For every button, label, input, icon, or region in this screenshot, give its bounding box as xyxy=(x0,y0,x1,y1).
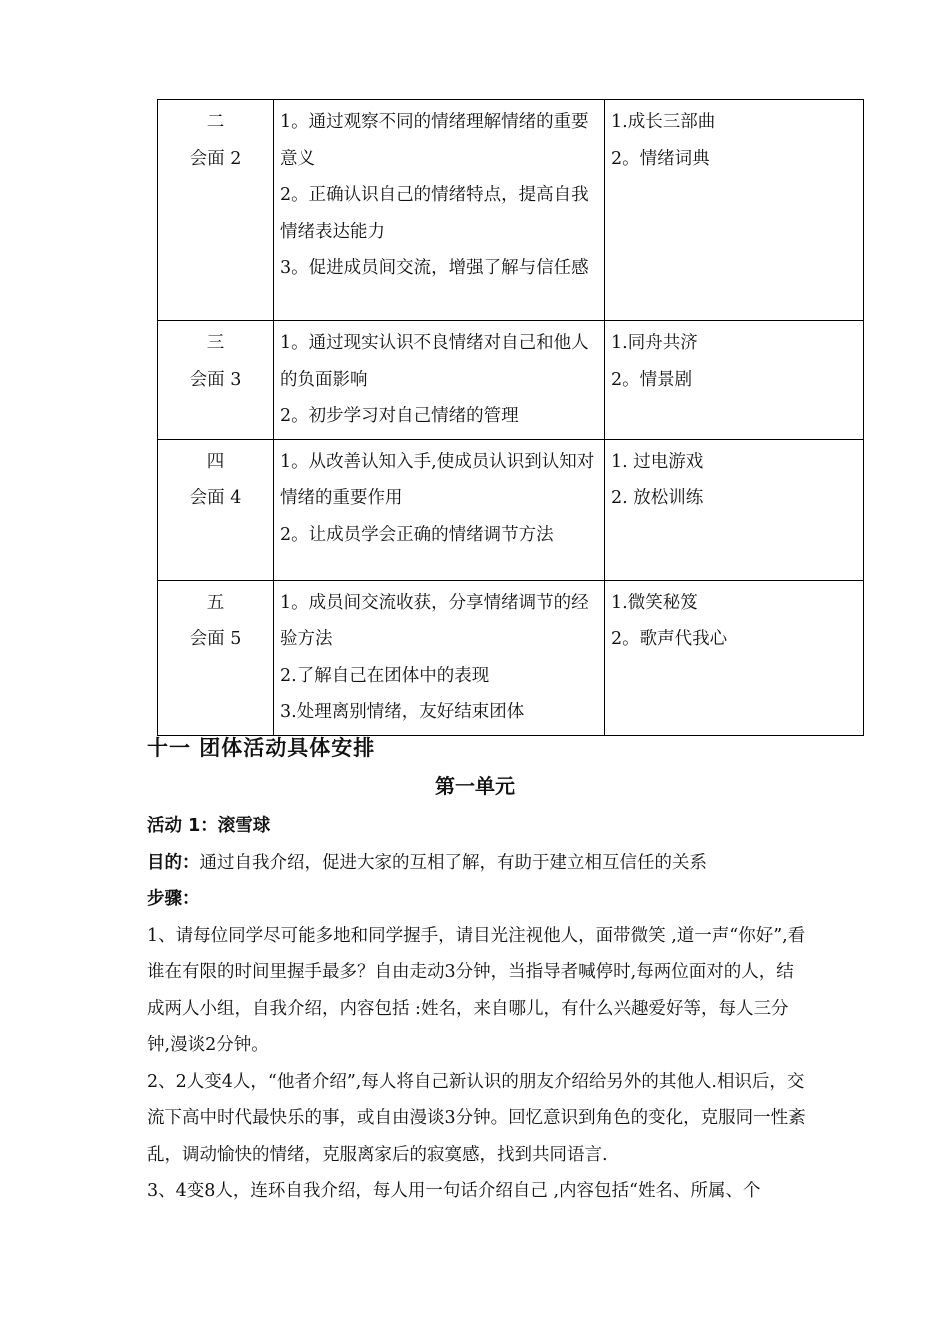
activity-item: 2. 放松训练 xyxy=(611,488,704,508)
session-plan-table xyxy=(157,99,864,736)
activity-title: 活动 1：滚雪球 xyxy=(147,816,271,836)
session-goals-cell xyxy=(274,439,605,580)
session-number: 五 xyxy=(206,592,225,613)
table-row xyxy=(158,580,864,735)
activity-item: 1.同舟共济 xyxy=(611,333,698,353)
goal-item: 2。正确认识自己的情绪特点，提高自我情绪表达能力 xyxy=(280,185,589,242)
session-number: 二 xyxy=(206,112,225,132)
goal-item: 3.处理离别情绪，友好结束团体 xyxy=(280,702,525,722)
goal-item: 1。从改善认知入手,使成员认识到认知对情绪的重要作用 xyxy=(280,451,595,508)
session-number-cell xyxy=(158,321,274,440)
session-label: 会面 4 xyxy=(189,488,242,508)
purpose-text: 通过自我介绍，促进大家的互相了解，有助于建立相互信任的关系 xyxy=(199,852,707,873)
session-number: 四 xyxy=(206,451,225,472)
activity-item: 2。歌声代我心 xyxy=(611,629,728,649)
activity-item: 2。情景剧 xyxy=(611,369,693,390)
goal-item: 2。初步学习对自己情绪的管理 xyxy=(280,406,519,426)
goal-item: 3。促进成员间交流，增强了解与信任感 xyxy=(280,258,589,278)
activity-item: 1.成长三部曲 xyxy=(611,112,716,132)
purpose-label: 目的： xyxy=(147,852,200,873)
session-label: 会面 3 xyxy=(189,369,242,390)
purpose-paragraph xyxy=(147,845,810,882)
step-paragraph: 1、请每位同学尽可能多地和同学握手，请目光注视他人，面带微笑 ,道一声“你好”,看谁在有限的时间里握手最多？自由走动3分钟，当指导者喊停时,每两位面对的人，结成两人小组，自我介绍，内容包括 :姓名，来自哪儿，有什么兴趣爱好等，每人三分钟,漫谈2分钟。 xyxy=(147,925,806,1055)
session-activities-cell xyxy=(605,321,864,440)
goal-item: 2。让成员学会正确的情绪调节方法 xyxy=(280,524,554,545)
session-goals-cell xyxy=(274,580,605,735)
activity-item: 1. 过电游戏 xyxy=(611,451,704,472)
activity-body xyxy=(147,808,810,1210)
goal-item: 2.了解自己在团体中的表现 xyxy=(280,665,490,686)
step-paragraph: 3、4变8人，连环自我介绍，每人用一句话介绍自己 ,内容包括“姓名、所属、个 xyxy=(147,1181,761,1201)
session-number-cell xyxy=(158,439,274,580)
activity-item: 1.微笑秘笈 xyxy=(611,592,698,613)
session-label: 会面 2 xyxy=(189,148,242,169)
session-activities-cell xyxy=(605,100,864,321)
table-row xyxy=(158,321,864,440)
unit-title: 第一单元 xyxy=(435,774,515,798)
activity-item: 2。情绪词典 xyxy=(611,148,710,169)
steps-label: 步骤： xyxy=(147,889,200,909)
table-row xyxy=(158,439,864,580)
session-activities-cell xyxy=(605,580,864,735)
step-paragraph: 2、2人变4人，“他者介绍”,每人将自己新认识的朋友介绍给另外的其他人.相识后，交流下高中时代最快乐的事，或自由漫谈3分钟。回忆意识到角色的变化，克服同一性紊乱，调动愉快的情绪，克服离家后的寂寞感，找到共同语言. xyxy=(147,1071,806,1165)
goal-item: 1。成员间交流收获，分享情绪调节的经验方法 xyxy=(280,592,589,649)
goal-item: 1。通过现实认识不良情绪对自己和他人的负面影响 xyxy=(280,333,589,390)
session-goals-cell xyxy=(274,100,605,321)
session-goals-cell xyxy=(274,321,605,440)
section-heading: 十一 团体活动具体安排 xyxy=(147,736,376,760)
session-number: 三 xyxy=(206,333,225,353)
session-activities-cell xyxy=(605,439,864,580)
session-number-cell xyxy=(158,100,274,321)
session-label: 会面 5 xyxy=(189,629,242,649)
table-row xyxy=(158,100,864,321)
session-number-cell xyxy=(158,580,274,735)
goal-item: 1。通过观察不同的情绪理解情绪的重要意义 xyxy=(280,112,589,169)
